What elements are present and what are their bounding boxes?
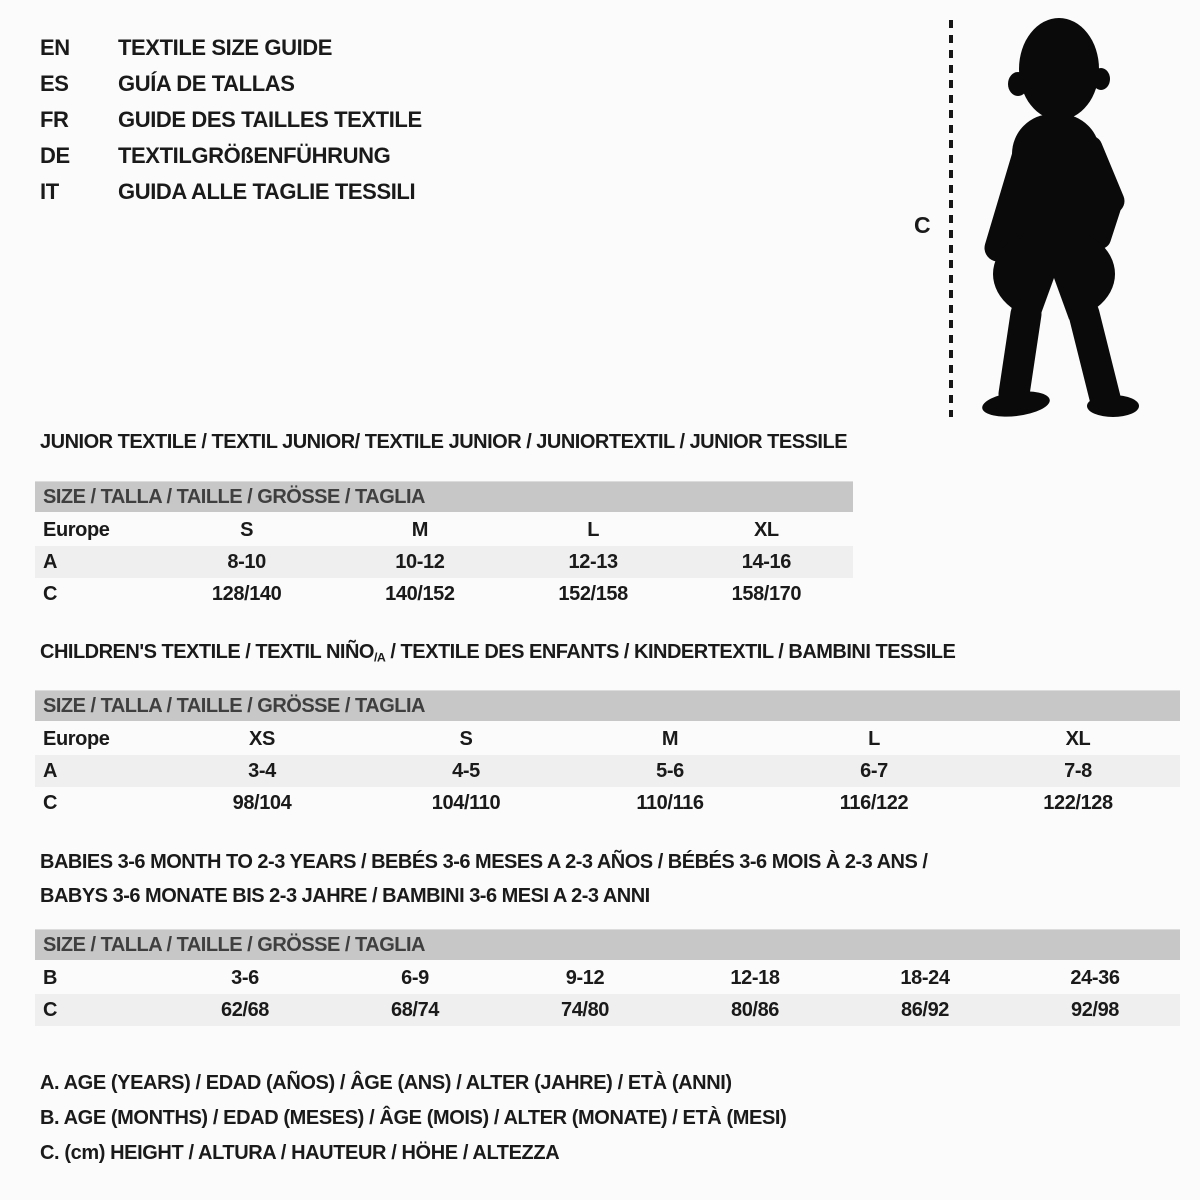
table-cell: 4-5 (452, 759, 480, 782)
table-cell: 18-24 (900, 966, 950, 989)
table-row (35, 723, 1180, 755)
lang-code: DE (40, 143, 70, 168)
guide-title-en: TEXTILE SIZE GUIDE (118, 35, 333, 60)
table-cell: L (587, 518, 600, 541)
size-table-header: SIZE / TALLA / TAILLE / GRÖSSE / TAGLIA (35, 929, 1180, 960)
table-cell: 74/80 (560, 998, 610, 1021)
lang-row-en (40, 30, 422, 66)
table-cell: 6-9 (401, 966, 429, 989)
row-label: C (43, 998, 58, 1021)
children-section-title-sub: /A (373, 650, 386, 665)
lang-row-fr (40, 102, 422, 138)
table-cell: 140/152 (385, 582, 455, 605)
table-cell: 3-4 (248, 759, 276, 782)
table-cell: XS (249, 727, 275, 750)
junior-section-title-text: JUNIOR TEXTILE / TEXTIL JUNIOR/ TEXTILE JUNIOR / JUNIORTEXTIL / JUNIOR TESSILE (40, 431, 848, 453)
lang-code: FR (40, 107, 69, 132)
table-cell: 104/110 (431, 791, 501, 814)
table-cell: 86/92 (900, 998, 950, 1021)
row-label: Europe (43, 518, 110, 541)
measurement-legend (40, 1066, 786, 1171)
children-section-title-pre: CHILDREN'S TEXTILE / TEXTIL NIÑO (40, 641, 374, 663)
table-cell: 3-6 (231, 966, 259, 989)
legend-age-years: A. AGE (YEARS) / EDAD (AÑOS) / ÂGE (ANS) / ALTER (JAHRE) / ETÀ (ANNI) (40, 1072, 732, 1094)
table-row (35, 514, 853, 546)
table-cell: L (868, 727, 880, 750)
table-row (35, 546, 853, 578)
children-section-title (40, 641, 955, 664)
table-cell: 24-36 (1070, 966, 1120, 989)
lang-row-de (40, 138, 422, 174)
table-cell: 80/86 (730, 998, 780, 1021)
size-table-header: SIZE / TALLA / TAILLE / GRÖSSE / TAGLIA (35, 690, 1180, 721)
babies-size-table (35, 929, 1180, 1026)
table-cell: 98/104 (232, 791, 292, 814)
table-cell: 10-12 (395, 550, 445, 573)
lang-row-it (40, 174, 422, 210)
row-label: Europe (43, 727, 110, 750)
lang-code: ES (40, 71, 69, 96)
table-cell: XL (753, 518, 779, 541)
table-cell: 6-7 (860, 759, 888, 782)
lang-row-es (40, 66, 422, 102)
legend-age-months: B. AGE (MONTHS) / EDAD (MESES) / ÂGE (MOIS) / ALTER (MONATE) / ETÀ (MESI) (40, 1107, 787, 1129)
row-label: B (43, 966, 58, 989)
babies-section-title-line1: BABIES 3-6 MONTH TO 2-3 YEARS / BEBÉS 3-6 MESES A 2-3 AÑOS / BÉBÉS 3-6 MOIS À 2-3 ANS / (40, 851, 928, 873)
table-cell: XL (1065, 727, 1091, 750)
table-cell: 122/128 (1043, 791, 1113, 814)
table-row (35, 755, 1180, 787)
table-cell: S (240, 518, 254, 541)
height-measure-dashed-line (949, 20, 953, 417)
table-cell: 14-16 (741, 550, 791, 573)
table-cell: 152/158 (558, 582, 628, 605)
table-cell: 5-6 (656, 759, 684, 782)
children-section-title-post: / TEXTILE DES ENFANTS / KINDERTEXTIL / BAMBINI TESSILE (385, 641, 956, 663)
row-label: A (43, 759, 58, 782)
table-cell: S (459, 727, 473, 750)
table-cell: M (411, 518, 428, 541)
table-cell: M (661, 727, 679, 750)
table-row (35, 994, 1180, 1026)
table-cell: 12-18 (730, 966, 780, 989)
lang-code: IT (40, 179, 59, 204)
table-cell: 158/170 (731, 582, 802, 605)
babies-section-title-line2: BABYS 3-6 MONATE BIS 2-3 JAHRE / BAMBINI 3-6 MESI A 2-3 ANNI (40, 885, 650, 907)
language-title-list (40, 30, 422, 210)
table-row (35, 578, 853, 610)
guide-title-fr: GUIDE DES TAILLES TEXTILE (118, 107, 422, 132)
row-label: A (43, 550, 58, 573)
table-cell: 116/122 (839, 791, 909, 814)
row-label: C (43, 582, 58, 605)
table-cell: 68/74 (390, 998, 440, 1021)
table-cell: 7-8 (1064, 759, 1092, 782)
table-cell: 8-10 (227, 550, 266, 573)
height-measure-label: C (914, 212, 931, 238)
table-cell: 92/98 (1070, 998, 1120, 1021)
table-cell: 12-13 (568, 550, 618, 573)
table-cell: 9-12 (565, 966, 605, 989)
babies-section-title (40, 845, 927, 913)
table-cell: 62/68 (220, 998, 270, 1021)
guide-title-it: GUIDA ALLE TAGLIE TESSILI (118, 179, 416, 204)
table-row (35, 962, 1180, 994)
table-row (35, 787, 1180, 819)
baby-silhouette-icon (972, 16, 1144, 420)
lang-code: EN (40, 35, 70, 60)
row-label: C (43, 791, 58, 814)
table-cell: 110/116 (636, 791, 704, 814)
size-table-header: SIZE / TALLA / TAILLE / GRÖSSE / TAGLIA (35, 481, 853, 512)
junior-size-table (35, 481, 853, 610)
guide-title-es: GUÍA DE TALLAS (118, 71, 295, 96)
junior-section-title (40, 431, 847, 454)
guide-title-de: TEXTILGRÖßENFÜHRUNG (118, 143, 391, 168)
table-cell: 128/140 (211, 582, 282, 605)
children-size-table (35, 690, 1180, 819)
legend-height-cm: C. (cm) HEIGHT / ALTURA / HAUTEUR / HÖHE / ALTEZZA (40, 1142, 560, 1164)
